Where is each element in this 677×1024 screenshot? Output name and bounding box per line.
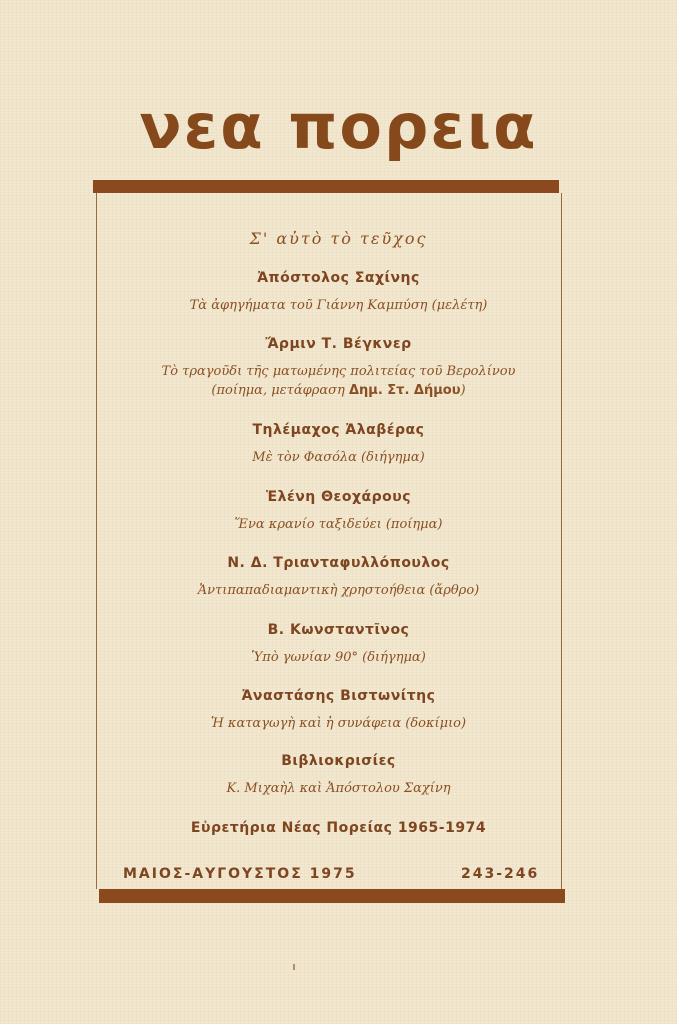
entry-work: Ἡ καταγωγὴ καὶ ἡ συνάφεια (δοκίμιο) — [210, 716, 467, 731]
entry-author: Βιβλιοκρισίες — [281, 753, 396, 769]
entry-work: Ὑπὸ γωνίαν 90° (διήγημα) — [251, 650, 426, 665]
contents-entry — [0, 487, 677, 534]
contents-heading: Σ' αὐτὸ τὸ τεῦχος — [249, 229, 428, 248]
top-rule — [93, 180, 559, 193]
contents-entry — [0, 686, 677, 733]
entry-author: Εὑρετήρια Νέας Πορείας 1965-1974 — [190, 820, 487, 836]
paper-speck — [293, 964, 295, 970]
contents-entry — [0, 620, 677, 667]
contents-entry — [0, 553, 677, 600]
entry-author: Ν. Δ. Τριανταφυλλόπουλος — [227, 555, 450, 571]
contents-entry — [0, 751, 677, 798]
contents-entry — [0, 268, 677, 315]
entry-work: Ἀντιπαπαδιαμαντικὴ χρηστοήθεια (ἄρθρο) — [197, 583, 480, 598]
issue-number: 243-246 — [461, 866, 540, 882]
entry-work: Τὰ ἀφηγήματα τοῦ Γιάννη Καμπύση (μελέτη) — [189, 298, 488, 313]
entry-author: Τηλέμαχος Ἀλαβέρας — [252, 422, 425, 438]
issue-date: ΜΑΙΟΣ-ΑΥΓΟΥΣΤΟΣ 1975 — [123, 866, 357, 882]
entry-author: Ἄρμιν Τ. Βέγκνερ — [265, 336, 412, 352]
contents-entry — [0, 334, 677, 400]
entry-work: Ἕνα κρανίο ταξιδεύει (ποίημα) — [234, 517, 443, 532]
entry-work-line2-suffix: ) — [460, 383, 466, 398]
entry-work: Μὲ τὸν Φασόλα (διήγημα) — [252, 450, 425, 465]
translator-name: Δημ. Στ. Δήμου — [348, 383, 461, 398]
entry-author: Ἑλένη Θεοχάρους — [265, 489, 411, 505]
magazine-title: νεα πορεια — [139, 90, 538, 163]
entry-work: Κ. Μιχαὴλ καὶ Ἀπόστολου Σαχίνη — [226, 781, 451, 796]
bottom-rule — [99, 889, 565, 903]
entry-work-line1: Τὸ τραγοῦδι τῆς ματωμένης πολιτείας τοῦ Βερολίνου — [161, 364, 516, 379]
contents-entry — [0, 818, 677, 838]
entry-work — [0, 362, 677, 400]
entry-author: Β. Κωνσταντῖνος — [267, 622, 410, 638]
contents-entry — [0, 420, 677, 467]
entry-author: Ἀπόστολος Σαχίνης — [257, 270, 420, 286]
entry-work-line2-prefix: (ποίημα, μετάφραση — [211, 383, 349, 398]
entry-author: Ἀναστάσης Βιστωνίτης — [241, 688, 436, 704]
